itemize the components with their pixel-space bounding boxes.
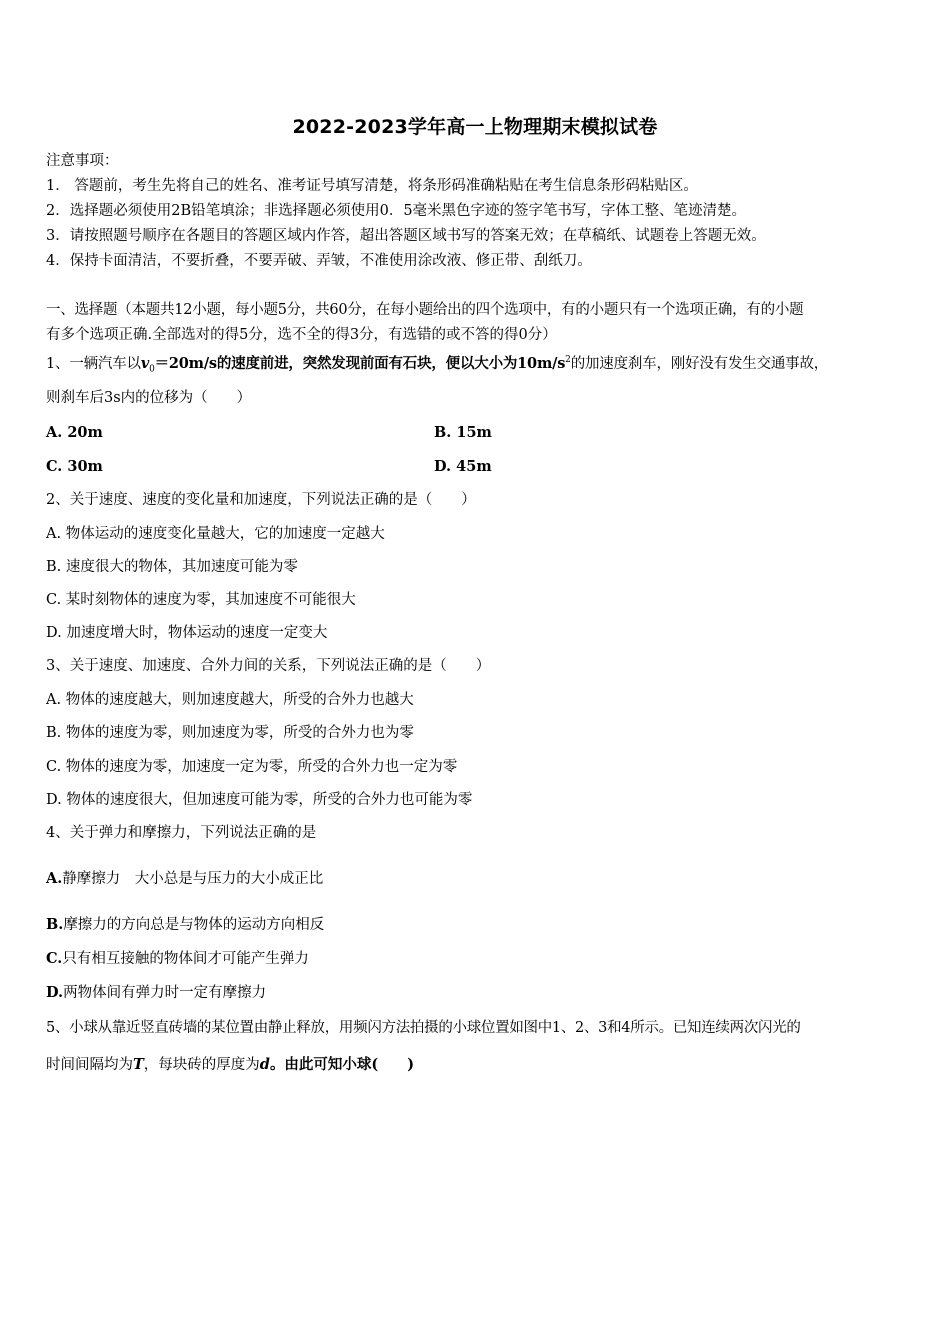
q2-option-c[interactable]: C. 某时刻物体的速度为零，其加速度不可能很大 [46,592,356,608]
q3-option-d[interactable]: D. 物体的速度很大，但加速度可能为零，所受的合外力也可能为零 [46,792,473,808]
q1-option-d[interactable]: D. 45m [434,458,492,475]
q1-tail: 的加速度刹车，刚好没有发生交通事故， [570,355,829,372]
q4-option-c[interactable] [46,949,309,969]
q2-option-d[interactable]: D. 加速度增大时，物体运动的速度一定变大 [46,625,328,641]
q4-option-c-text: 只有相互接触的物体间才可能产生弹力 [62,951,309,967]
q4-option-d-letter: D. [46,984,64,1001]
q4-option-b-letter: B. [46,916,64,933]
q1-middle: ＝20m/s的速度前进，突然发现前面有石块，便以大小为10m/s [154,354,566,372]
q5-variable-t: T [133,1056,144,1073]
notice-item: 2．选择题必须使用2B铅笔填涂；非选择题必须使用0．5毫米黑色字迹的签字笔书写，字体工整、笔迹清楚。 [46,203,747,219]
notice-item: 3．请按照题号顺序在各题目的答题区域内作答，超出答题区域书写的答案无效；在草稿纸、试题卷上答题无效。 [46,228,766,244]
question-2-stem: 2、关于速度、速度的变化量和加速度，下列说法正确的是（ ） [46,492,476,508]
q4-option-d-text: 两物体间有弹力时一定有摩擦力 [63,985,267,1001]
q1-variable-subscript: 0 [149,364,155,375]
question-1-stem [46,350,828,380]
section-heading-line-2: 有多个选项正确.全部选对的得5分，选不全的得3分，有选错的或不答的得0分） [46,327,557,343]
notice-item: 4．保持卡面清洁，不要折叠，不要弄破、弄皱，不准使用涂改液、修正带、刮纸刀。 [46,253,592,269]
q4-option-b[interactable] [46,915,324,935]
q1-option-c[interactable]: C. 30m [46,458,103,475]
q2-option-b[interactable]: B. 速度很大的物体，其加速度可能为零 [46,559,298,575]
section-heading-line-1: 一、选择题（本题共12小题，每小题5分，共60分，在每小题给出的四个选项中，有的小题只有一个选项正确，有的小题 [46,302,804,318]
question-3-stem: 3、关于速度、加速度、合外力间的关系，下列说法正确的是（ ） [46,658,491,674]
q4-option-a-text: 静摩擦力 大小总是与压力的大小成正比 [62,871,324,887]
question-4-stem: 4、关于弹力和摩擦力，下列说法正确的是 [46,825,317,841]
q4-option-a[interactable] [46,869,323,889]
q1-option-a[interactable]: A. 20m [46,424,103,441]
q3-option-a[interactable]: A. 物体的速度越大，则加速度越大，所受的合外力也越大 [46,692,414,708]
q5-text-c: 。由此可知小球( ) [269,1056,415,1073]
notice-item: 1． 答题前，考生先将自己的姓名、准考证号填写清楚，将条形码准确粘贴在考生信息条形码粘贴区。 [46,178,698,194]
q5-variable-d: d [259,1056,270,1073]
q4-option-b-text: 摩擦力的方向总是与物体的运动方向相反 [63,917,325,933]
question-5-stem-line-1: 5、小球从靠近竖直砖墙的某位置由静止释放，用频闪方法拍摄的小球位置如图中1、2、3和4所示。已知连续两次闪光的 [46,1020,801,1036]
q4-option-d[interactable] [46,983,266,1003]
q3-option-c[interactable]: C. 物体的速度为零，加速度一定为零，所受的合外力也一定为零 [46,759,458,775]
q4-option-c-letter: C. [46,950,63,967]
notice-heading: 注意事项： [46,153,119,169]
q1-variable-v: v [140,354,150,372]
q1-prefix: 1、一辆汽车以 [46,355,141,372]
q1-superscript: 2 [565,355,571,365]
question-5-stem-line-2 [46,1055,414,1075]
q4-option-a-letter: A. [46,870,63,887]
q2-option-a[interactable]: A. 物体运动的速度变化量越大，它的加速度一定越大 [46,526,385,542]
page-title: 2022-2023学年高一上物理期末模拟试卷 [292,116,658,138]
q5-text-b: ，每块砖的厚度为 [143,1057,260,1073]
q3-option-b[interactable]: B. 物体的速度为零，则加速度为零，所受的合外力也为零 [46,725,414,741]
q1-option-b[interactable]: B. 15m [434,424,492,441]
question-1-stem-line-2: 则刹车后3s内的位移为（ ） [46,390,252,406]
q5-text-a: 时间间隔均为 [46,1057,133,1073]
